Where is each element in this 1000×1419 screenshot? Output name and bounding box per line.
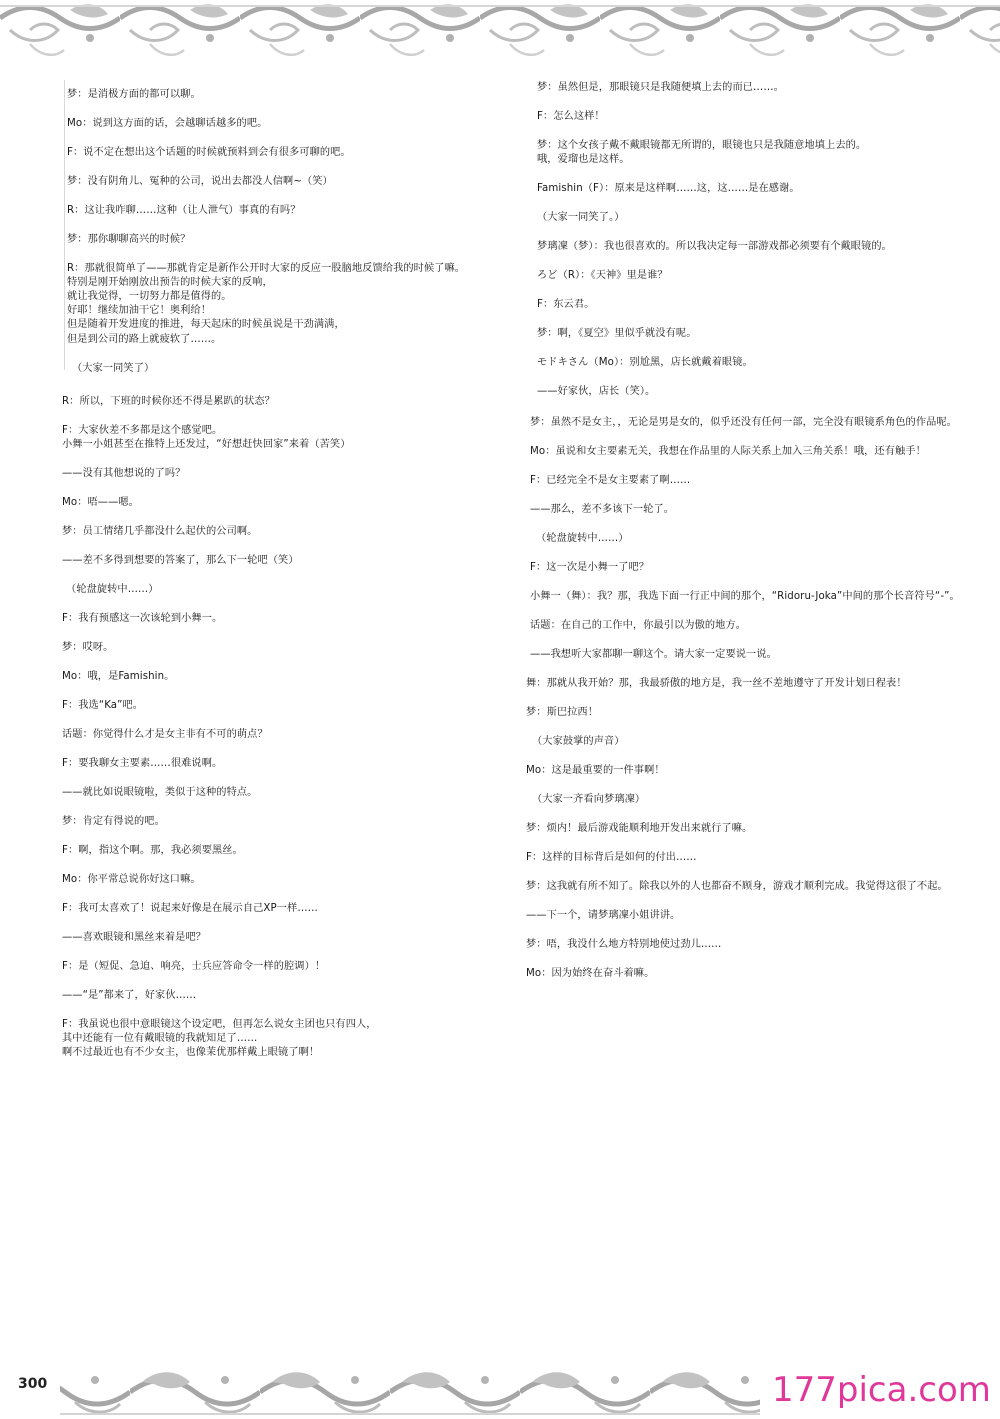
dialogue-line: Mo：这是最重要的一件事啊！ — [526, 765, 665, 776]
dialogue-line: Mo：你平常总说你好这口嘛。 — [62, 874, 201, 885]
dialogue-line: Mo：唔——嗯。 — [62, 497, 139, 508]
dialogue-line: F：说不定在想出这个话题的时候就预料到会有很多可聊的吧。 — [67, 147, 351, 158]
dialogue-line: Mo：哦，是Famishin。 — [62, 671, 175, 682]
top-scroll-ornament — [0, 0, 1000, 62]
dialogue-line: 舞：那就从我开始？那，我最骄傲的地方是，我一丝不差地遵守了开发计划日程表！ — [526, 678, 907, 689]
dialogue-line: F：要我聊女主要素……很难说啊。 — [62, 758, 223, 769]
dialogue-line: 梦：没有阴角儿、冤种的公司，说出去都没人信啊~（笑） — [67, 176, 333, 187]
dialogue-line: 梦：肯定有得说的吧。 — [62, 816, 165, 827]
dialogue-line: 其中还能有一位有戴眼镜的我就知足了…… — [62, 1033, 258, 1044]
dialogue-line: 梦：虽然不是女主，，无论是男是女的，似乎还没有任何一部，完全没有眼镜系角色的作品呢。 — [530, 417, 957, 428]
dialogue-line: ——就比如说眼镜啦，类似于这种的特点。 — [62, 787, 258, 798]
dialogue-line: 就让我觉得，一切努力都是值得的。 — [67, 291, 232, 302]
dialogue-line: ——“是”都来了，好家伙…… — [62, 990, 197, 1001]
dialogue-line: 哦，爱瑠也是这样。 — [537, 154, 630, 165]
dialogue-line: F：我可太喜欢了！说起来好像是在展示自己XP一样…… — [62, 903, 318, 914]
dialogue-line: ——差不多得到想要的答案了，那么下一轮吧（笑） — [62, 555, 299, 566]
dialogue-line: 梦：这我就有所不知了。除我以外的人也都奋不顾身，游戏才顺利完成。我觉得这很了不起。 — [526, 881, 948, 892]
dialogue-line: 梦：哎呀。 — [62, 642, 114, 653]
top-ornament — [0, 0, 1000, 62]
dialogue-line: 啊不过最近也有不少女主，也像茉优那样戴上眼镜了啊！ — [62, 1047, 320, 1058]
dialogue-line: （大家一同笑了。） — [537, 212, 625, 223]
dialogue-line: ——好家伙，店长（笑）。 — [537, 386, 656, 397]
dialogue-line: 话题：在自己的工作中，你最引以为傲的地方。 — [530, 620, 747, 631]
dialogue-line: F：怎么这样！ — [537, 111, 605, 122]
dialogue-line: 梦：那你聊聊高兴的时候？ — [67, 234, 191, 245]
dialogue-line: F：啊，指这个啊。那，我必须要黑丝。 — [62, 845, 243, 856]
dialogue-line: 梦：烦内！最后游戏能顺利地开发出来就行了嘛。 — [526, 823, 753, 834]
dialogue-line: Mo：虽说和女主要素无关，我想在作品里的人际关系上加入三角关系！哦，还有触手！ — [530, 446, 926, 457]
dialogue-line: F：东云君。 — [537, 299, 595, 310]
dialogue-line: ろど（R）：《天神》里是谁？ — [537, 270, 668, 281]
dialogue-line: F：我虽说也很中意眼镜这个设定吧，但再怎么说女主团也只有四人， — [62, 1019, 377, 1030]
left-margin-rule — [64, 80, 65, 370]
dialogue-line: 梦：是消极方面的都可以聊。 — [67, 89, 201, 100]
dialogue-line: （大家鼓掌的声音） — [532, 736, 625, 747]
dialogue-line: 梦璃凜（梦）：我也很喜欢的。所以我决定每一部游戏都必须要有个戴眼镜的。 — [537, 241, 892, 252]
dialogue-line: ——那么，差不多该下一轮了。 — [530, 504, 675, 515]
dialogue-line: 好耶！继续加油干它！奥利给！ — [67, 305, 212, 316]
watermark: 177pica.com — [772, 1370, 991, 1410]
dialogue-line: 特别是刚开始刚放出预告的时候大家的反响， — [67, 277, 273, 288]
dialogue-line: Mo：说到这方面的话，会越聊话越多的吧。 — [67, 118, 268, 129]
dialogue-line: ——下一个，请梦璃凜小姐讲讲。 — [526, 910, 681, 921]
page-number: 300 — [18, 1376, 48, 1392]
dialogue-line: 梦：啊，《夏空》里似乎就没有呢。 — [537, 328, 697, 339]
dialogue-line: F：是（短促、急迫、响亮，士兵应答命令一样的腔调）！ — [62, 961, 326, 972]
dialogue-line: ——我想听大家都聊一聊这个。请大家一定要说一说。 — [530, 649, 777, 660]
dialogue-line: （大家一齐看向梦璃凜） — [532, 794, 646, 805]
dialogue-line: 小舞一（舞）：我？那，我选下面一行正中间的那个，“Ridoru-Joka”中间的那个长音符号“-”。 — [530, 591, 960, 602]
dialogue-line: 但是到公司的路上就疲软了……。 — [67, 334, 222, 345]
dialogue-line: 梦：这个女孩子戴不戴眼镜都无所谓的，眼镜也只是我随意地填上去的。 — [537, 140, 867, 151]
dialogue-line: 但是随着开发进度的推进，每天起床的时候虽说是干劲满满， — [67, 319, 345, 330]
dialogue-line: 话题：你觉得什么才是女主非有不可的萌点？ — [62, 729, 268, 740]
dialogue-line: 小舞一小姐甚至在推特上还发过，“好想赶快回家”来着（苦笑） — [62, 439, 351, 450]
dialogue-line: Famishin（F）：原来是这样啊……这，这……是在感谢。 — [537, 183, 800, 194]
dialogue-line: F：大家伙差不多都是这个感觉吧。 — [62, 425, 223, 436]
dialogue-line: （大家一同笑了） — [72, 363, 155, 374]
dialogue-line: 梦：员工情绪几乎都没什么起伏的公司啊。 — [62, 526, 258, 537]
dialogue-line: （轮盘旋转中……） — [536, 533, 629, 544]
dialogue-line: モドキさん（Mo）：别尬黑，店长就戴着眼镜。 — [537, 357, 753, 368]
dialogue-line: F：我选“Ka”吧。 — [62, 700, 144, 711]
dialogue-line: Mo：因为始终在奋斗着嘛。 — [526, 968, 655, 979]
dialogue-line: ——喜欢眼镜和黑丝来着是吧？ — [62, 932, 207, 943]
dialogue-line: R：这让我咋聊……这种（让人泄气）事真的有吗？ — [67, 205, 301, 216]
dialogue-line: F：这样的目标背后是如何的付出…… — [526, 852, 697, 863]
dialogue-line: F：已经完全不是女主要素了啊…… — [530, 475, 691, 486]
dialogue-line: 梦：虽然但是，那眼镜只是我随便填上去的而已……。 — [537, 82, 784, 93]
dialogue-line: ——没有其他想说的了吗？ — [62, 468, 186, 479]
dialogue-line: R：所以，下班的时候你还不得是累趴的状态？ — [62, 396, 275, 407]
dialogue-line: 梦：斯巴拉西！ — [526, 707, 599, 718]
dialogue-line: 梦：唔，我没什么地方特别地使过劲儿…… — [526, 939, 722, 950]
dialogue-line: F：这一次是小舞一了吧？ — [530, 562, 650, 573]
dialogue-line: F：我有预感这一次该轮到小舞一。 — [62, 613, 223, 624]
dialogue-line: R：那就很简单了——那就肯定是新作公开时大家的反应一股脑地反馈给我的时候了嘛。 — [67, 263, 466, 274]
dialogue-line: （轮盘旋转中……） — [66, 584, 159, 595]
